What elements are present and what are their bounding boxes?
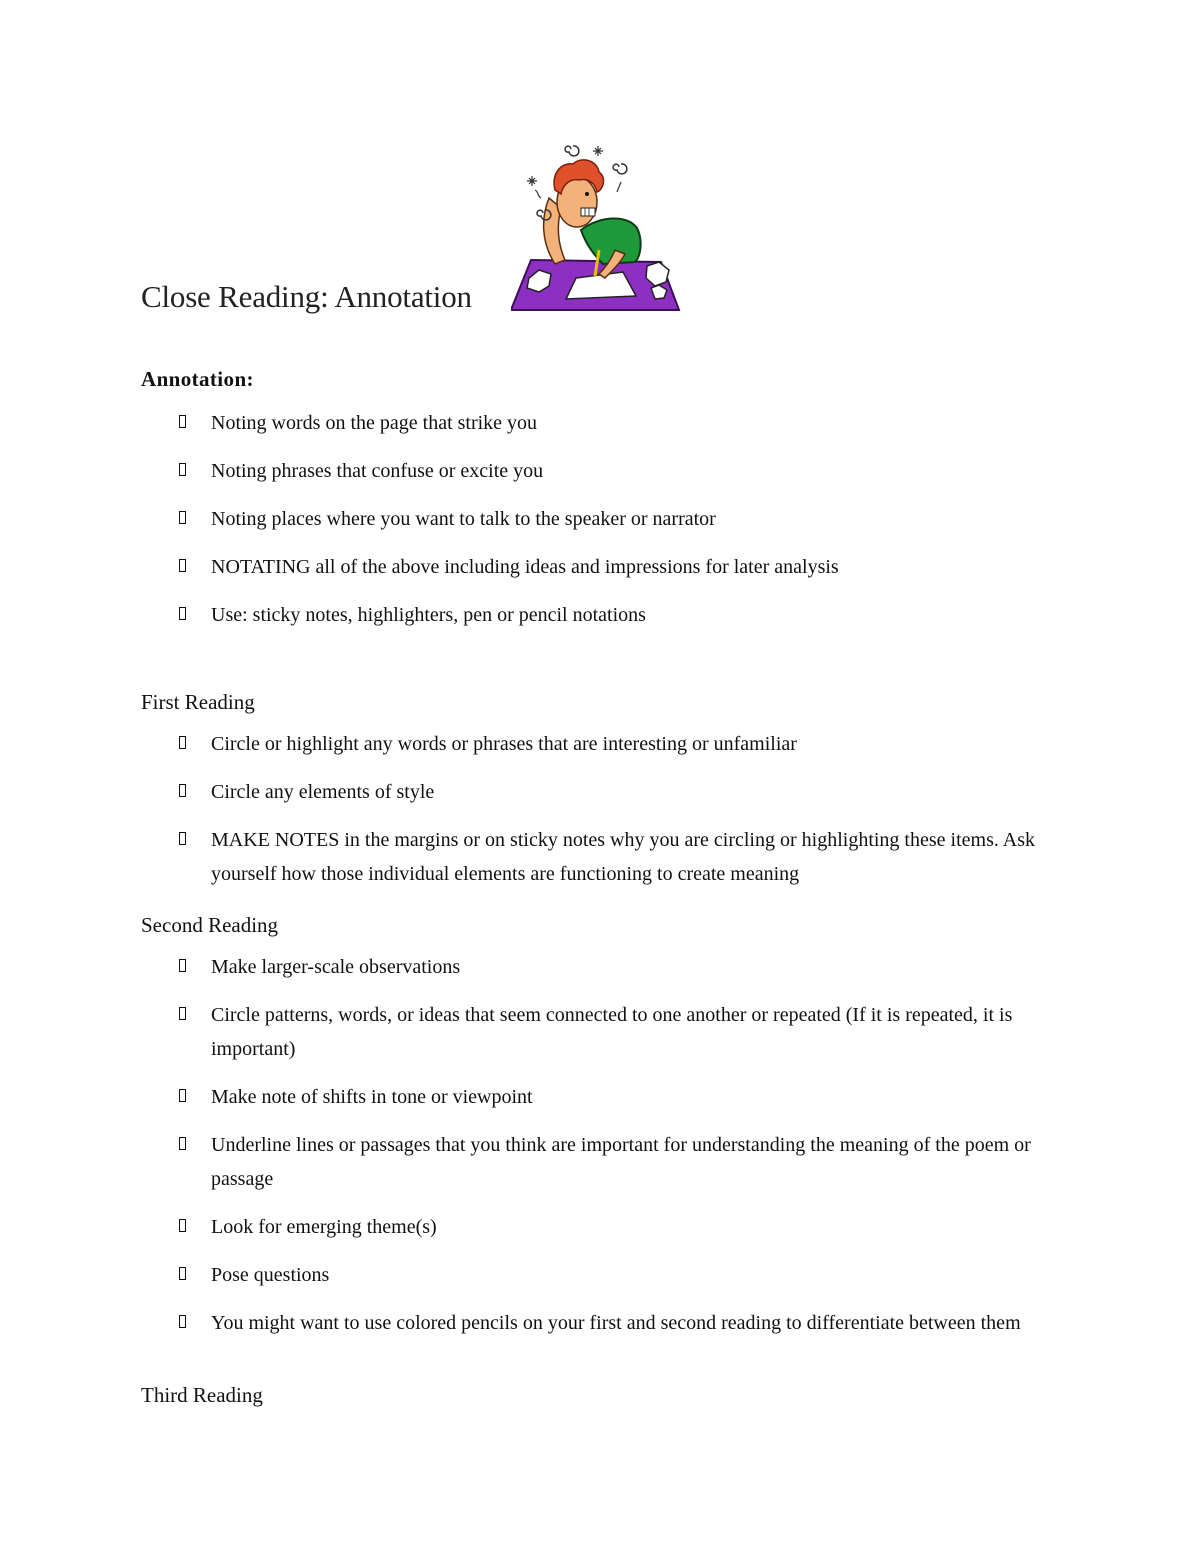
section-heading-first-reading: First Reading [141, 690, 255, 714]
second-reading-list [178, 950, 1078, 1354]
list-item: Use: sticky notes, highlighters, pen or pencil notations [178, 598, 1078, 632]
title-row [141, 138, 701, 318]
square-bullet-icon [179, 511, 186, 524]
list-item: You might want to use colored pencils on your first and second reading to differentiate between them [178, 1306, 1078, 1340]
square-bullet-icon [179, 415, 186, 428]
list-item: Circle any elements of style [178, 775, 1078, 809]
square-bullet-icon [179, 463, 186, 476]
square-bullet-icon [179, 784, 186, 797]
square-bullet-icon [179, 832, 186, 845]
square-bullet-icon [179, 607, 186, 620]
page-title: Close Reading: Annotation [141, 279, 472, 314]
square-bullet-icon [179, 1007, 186, 1020]
section-heading-third-reading: Third Reading [141, 1383, 263, 1407]
first-reading-list [178, 727, 1078, 905]
square-bullet-icon [179, 959, 186, 972]
list-item: Underline lines or passages that you think are important for understanding the meaning of the poem or passage [178, 1128, 1078, 1196]
list-item: Noting phrases that confuse or excite you [178, 454, 1078, 488]
square-bullet-icon [179, 1137, 186, 1150]
square-bullet-icon [179, 559, 186, 572]
section-heading-second-reading: Second Reading [141, 913, 279, 937]
list-item: Noting places where you want to talk to the speaker or narrator [178, 502, 1078, 536]
list-item: Circle patterns, words, or ideas that seem connected to one another or repeated (If it is repeated, it is important) [178, 998, 1078, 1066]
list-item: Pose questions [178, 1258, 1078, 1292]
square-bullet-icon [179, 1267, 186, 1280]
square-bullet-icon [179, 1219, 186, 1232]
list-item: Circle or highlight any words or phrases that are interesting or unfamiliar [178, 727, 1078, 761]
list-item: NOTATING all of the above including ideas and impressions for later analysis [178, 550, 1078, 584]
list-item: Noting words on the page that strike you [178, 406, 1078, 440]
stressed-student-clipart [511, 138, 681, 313]
list-item: Look for emerging theme(s) [178, 1210, 1078, 1244]
list-item: MAKE NOTES in the margins or on sticky notes why you are circling or highlighting these items. Ask yourself how those individual elements are functioning to create meaning [178, 823, 1078, 891]
list-item: Make larger-scale observations [178, 950, 1078, 984]
square-bullet-icon [179, 1089, 186, 1102]
square-bullet-icon [179, 736, 186, 749]
section-heading-annotation: Annotation: [141, 367, 254, 391]
annotation-list [178, 406, 1078, 646]
square-bullet-icon [179, 1315, 186, 1328]
list-item: Make note of shifts in tone or viewpoint [178, 1080, 1078, 1114]
